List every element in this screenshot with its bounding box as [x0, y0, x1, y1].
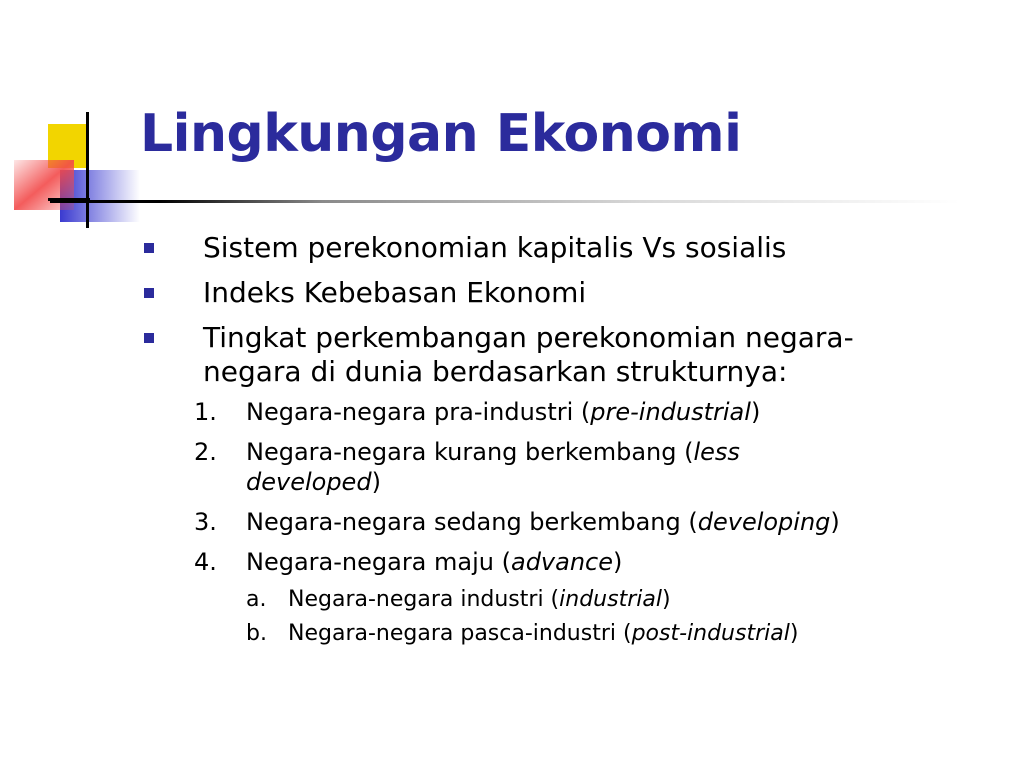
title-underline	[50, 200, 960, 203]
list-index: 4.	[194, 548, 217, 576]
list-text-line-2: developed)	[246, 468, 381, 496]
list-text: Negara-negara kurang berkembang (less	[246, 438, 740, 466]
bullet-square-icon	[144, 333, 154, 343]
list-text: Negara-negara sedang berkembang (developing)	[246, 508, 840, 536]
bullet-text: Sistem perekonomian kapitalis Vs sosialis	[203, 231, 787, 264]
bullet-text-line-1: Tingkat perkembangan perekonomian negara-	[203, 321, 854, 354]
bullet-text-line-2: negara di dunia berdasarkan strukturnya:	[203, 355, 788, 388]
list-index: 1.	[194, 398, 217, 426]
list-index: 3.	[194, 508, 217, 536]
bullet-text: Indeks Kebebasan Ekonomi	[203, 276, 587, 309]
list-text: Negara-negara pasca-industri (post-industrial)	[288, 621, 799, 646]
slide-title: Lingkungan Ekonomi	[140, 104, 742, 164]
list-text: Negara-negara maju (advance)	[246, 548, 623, 576]
corner-decoration	[0, 0, 140, 240]
list-index: b.	[246, 621, 267, 646]
bullet-square-icon	[144, 288, 154, 298]
list-text: Negara-negara pra-industri (pre-industrial)	[246, 398, 761, 426]
list-text: Negara-negara industri (industrial)	[288, 587, 671, 612]
bullet-square-icon	[144, 243, 154, 253]
list-index: a.	[246, 587, 267, 612]
deco-vertical-line	[86, 112, 89, 228]
list-index: 2.	[194, 438, 217, 466]
